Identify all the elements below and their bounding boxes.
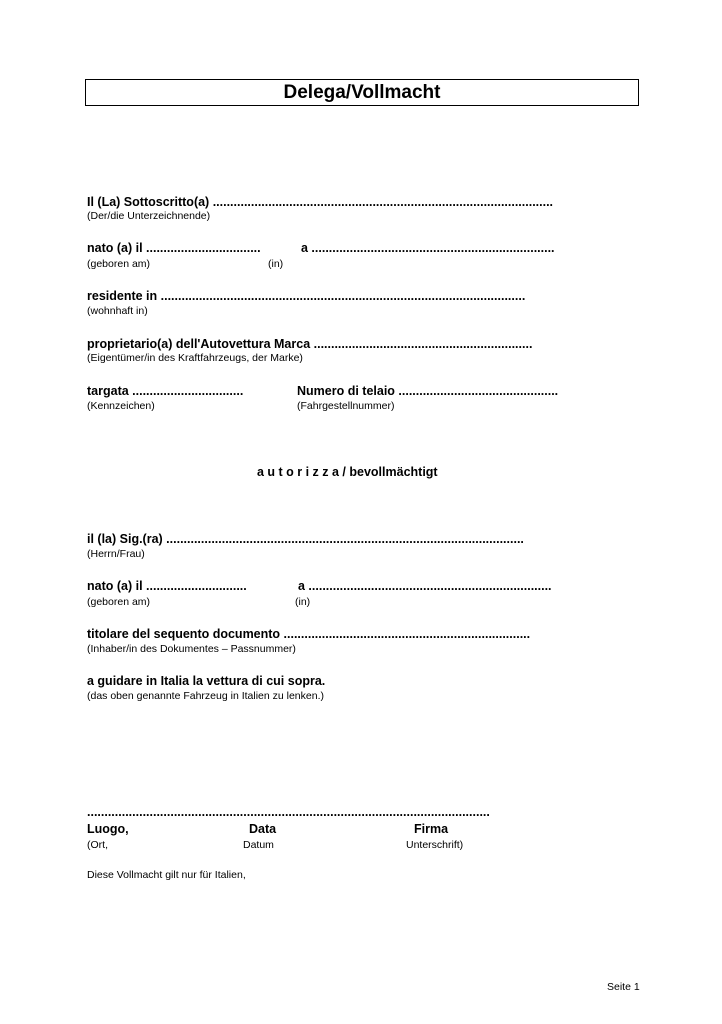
place-translation: (Ort, — [87, 839, 108, 851]
drive-permission-translation: (das oben genannte Fahrzeug in Italien zu lenken.) — [87, 690, 324, 702]
document-title: Delega/Vollmacht — [283, 81, 441, 103]
date-translation: Datum — [243, 839, 274, 851]
signature-line[interactable]: .................................................................................................................... — [87, 805, 490, 819]
plate-translation: (Kennzeichen) — [87, 400, 155, 412]
signer-translation: (Der/die Unterzeichnende) — [87, 210, 211, 222]
signer-field[interactable]: Il (La) Sottoscritto(a) .................................................................................................. — [87, 195, 554, 209]
auth-birth-place-translation: (in) — [295, 596, 311, 608]
document-translation: (Inhaber/in des Dokumentes – Passnummer) — [87, 643, 296, 655]
birth-place-translation: (in) — [268, 258, 284, 270]
place-label: Luogo, — [87, 822, 129, 836]
plate-field[interactable]: targata ................................ — [87, 384, 244, 398]
auth-birth-date-translation: (geboren am) — [87, 596, 151, 608]
date-label: Data — [249, 822, 277, 836]
residence-translation: (wohnhaft in) — [87, 305, 148, 317]
birth-place-field[interactable]: a ...................................................................... — [301, 241, 555, 255]
residence-field[interactable]: residente in ......................................................................................................... — [87, 289, 526, 303]
birth-date-field[interactable]: nato (a) il ................................. — [87, 241, 261, 255]
auth-birth-place-field[interactable]: a ...................................................................... — [298, 579, 552, 593]
document-field[interactable]: titolare del sequento documento ....................................................................... — [87, 627, 531, 641]
title-box — [85, 79, 639, 106]
authorized-person-translation: (Herrn/Frau) — [87, 548, 145, 560]
auth-birth-date-field[interactable]: nato (a) il ............................. — [87, 579, 247, 593]
page-number: Seite 1 — [607, 981, 640, 993]
sign-translation: Unterschrift) — [406, 839, 464, 851]
vehicle-brand-field[interactable]: proprietario(a) dell'Autovettura Marca ............................................................... — [87, 337, 533, 351]
drive-permission-text: a guidare in Italia la vettura di cui sopra. — [87, 674, 326, 688]
chassis-translation: (Fahrgestellnummer) — [297, 400, 395, 412]
validity-note: Diese Vollmacht gilt nur für Italien, — [87, 869, 246, 881]
sign-label: Firma — [414, 822, 449, 836]
birth-date-translation: (geboren am) — [87, 258, 151, 270]
chassis-field[interactable]: Numero di telaio .............................................. — [297, 384, 559, 398]
authorized-person-field[interactable]: il (la) Sig.(ra) ....................................................................................................... — [87, 532, 524, 546]
vehicle-brand-translation: (Eigentümer/in des Kraftfahrzeugs, der Marke) — [87, 352, 303, 364]
authorizes-heading: a u t o r i z z a / bevollmächtigt — [257, 465, 438, 479]
